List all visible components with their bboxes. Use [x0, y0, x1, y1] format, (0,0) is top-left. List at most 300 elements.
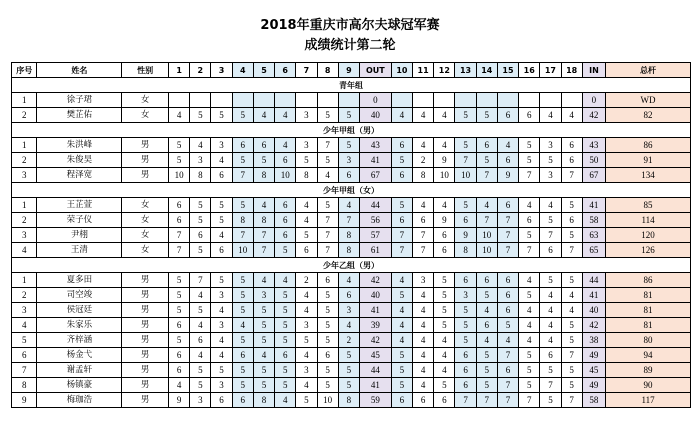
- table-cell: 8: [338, 243, 359, 258]
- table-cell: 4: [211, 303, 232, 318]
- table-cell: 9: [12, 393, 37, 408]
- table-cell: 5: [169, 333, 190, 348]
- table-cell: 6: [391, 213, 412, 228]
- table-cell: 42: [582, 318, 605, 333]
- table-row: [12, 108, 691, 123]
- section-row: [12, 258, 691, 273]
- table-cell: 42: [359, 273, 391, 288]
- table-cell: 4: [413, 288, 434, 303]
- table-cell: 5: [275, 363, 296, 378]
- table-cell: 5: [540, 153, 561, 168]
- table-cell: [413, 93, 434, 108]
- table-cell: 5: [519, 363, 540, 378]
- table-cell: 4: [413, 303, 434, 318]
- table-cell: 5: [391, 348, 412, 363]
- table-cell: 4: [338, 273, 359, 288]
- table-cell: 39: [359, 318, 391, 333]
- table-cell: 8: [296, 168, 317, 183]
- table-cell: 5: [338, 378, 359, 393]
- table-cell: 5: [232, 303, 253, 318]
- table-cell: 4: [190, 138, 211, 153]
- table-cell: 82: [606, 108, 691, 123]
- table-cell: 7: [540, 378, 561, 393]
- table-cell: 3: [190, 153, 211, 168]
- table-cell: 5: [317, 333, 338, 348]
- table-cell: 朱家乐: [37, 318, 122, 333]
- table-cell: 49: [582, 378, 605, 393]
- table-cell: 8: [455, 243, 476, 258]
- table-cell: 6: [275, 153, 296, 168]
- table-cell: 杨金弋: [37, 348, 122, 363]
- column-header: 15: [497, 63, 518, 78]
- table-cell: 4: [519, 318, 540, 333]
- table-cell: 5: [169, 153, 190, 168]
- table-cell: 女: [122, 93, 169, 108]
- table-cell: 程泽宽: [37, 168, 122, 183]
- table-cell: 5: [338, 363, 359, 378]
- table-cell: 6: [497, 288, 518, 303]
- table-cell: 6: [540, 348, 561, 363]
- table-row: [12, 93, 691, 108]
- table-cell: 男: [122, 378, 169, 393]
- table-cell: 5: [317, 108, 338, 123]
- table-cell: 4: [338, 198, 359, 213]
- column-header: OUT: [359, 63, 391, 78]
- table-cell: 6: [561, 138, 582, 153]
- table-cell: 63: [582, 228, 605, 243]
- table-cell: 6: [169, 318, 190, 333]
- table-cell: 6: [434, 228, 455, 243]
- table-cell: 4: [296, 288, 317, 303]
- table-row: [12, 213, 691, 228]
- table-cell: 5: [519, 138, 540, 153]
- table-cell: 6: [497, 363, 518, 378]
- table-cell: 8: [253, 393, 274, 408]
- table-cell: 5: [253, 378, 274, 393]
- table-cell: 7: [317, 138, 338, 153]
- table-cell: 谢孟轩: [37, 363, 122, 378]
- table-cell: 5: [253, 333, 274, 348]
- table-cell: 5: [275, 243, 296, 258]
- table-cell: 4: [275, 273, 296, 288]
- table-cell: 85: [606, 198, 691, 213]
- table-cell: 3: [190, 393, 211, 408]
- table-cell: 3: [296, 363, 317, 378]
- table-cell: 89: [606, 363, 691, 378]
- table-cell: [497, 93, 518, 108]
- table-cell: 40: [359, 108, 391, 123]
- table-cell: 朱俊昊: [37, 153, 122, 168]
- table-cell: 3: [540, 168, 561, 183]
- table-cell: 4: [561, 288, 582, 303]
- table-cell: 5: [540, 393, 561, 408]
- table-cell: 7: [169, 228, 190, 243]
- table-cell: 4: [296, 378, 317, 393]
- column-header: 10: [391, 63, 412, 78]
- table-cell: 5: [434, 273, 455, 288]
- table-cell: 7: [540, 228, 561, 243]
- table-cell: 4: [476, 198, 497, 213]
- table-cell: 1: [12, 198, 37, 213]
- table-cell: 5: [232, 333, 253, 348]
- table-cell: 94: [606, 348, 691, 363]
- table-cell: 6: [391, 393, 412, 408]
- table-cell: 4: [413, 363, 434, 378]
- table-cell: 5: [561, 318, 582, 333]
- table-cell: 5: [455, 303, 476, 318]
- table-cell: 7: [317, 228, 338, 243]
- table-cell: 8: [190, 168, 211, 183]
- table-cell: 7: [561, 393, 582, 408]
- table-cell: 5: [519, 378, 540, 393]
- column-header: 序号: [12, 63, 37, 78]
- table-cell: 4: [540, 198, 561, 213]
- table-cell: 2: [12, 213, 37, 228]
- table-cell: 7: [476, 168, 497, 183]
- table-cell: 5: [519, 228, 540, 243]
- table-cell: 男: [122, 333, 169, 348]
- table-cell: 44: [359, 363, 391, 378]
- table-cell: 4: [413, 108, 434, 123]
- table-cell: 5: [190, 108, 211, 123]
- table-cell: 6: [275, 198, 296, 213]
- table-cell: 朱洪峰: [37, 138, 122, 153]
- table-cell: 4: [434, 198, 455, 213]
- table-cell: 5: [519, 288, 540, 303]
- table-cell: 8: [232, 213, 253, 228]
- table-cell: 44: [582, 273, 605, 288]
- table-cell: 7: [413, 228, 434, 243]
- table-cell: 4: [519, 333, 540, 348]
- table-cell: 杨镇豪: [37, 378, 122, 393]
- table-cell: 4: [253, 198, 274, 213]
- table-cell: 9: [497, 168, 518, 183]
- table-cell: 4: [413, 348, 434, 363]
- column-header: 8: [317, 63, 338, 78]
- table-cell: 女: [122, 213, 169, 228]
- table-cell: 5: [455, 108, 476, 123]
- table-cell: 5: [232, 378, 253, 393]
- table-cell: 5: [169, 273, 190, 288]
- table-cell: 9: [434, 153, 455, 168]
- table-cell: 5: [253, 363, 274, 378]
- table-cell: 5: [190, 198, 211, 213]
- table-cell: 4: [190, 348, 211, 363]
- table-cell: [317, 93, 338, 108]
- table-cell: 5: [232, 108, 253, 123]
- table-cell: 3: [455, 288, 476, 303]
- table-cell: 6: [232, 393, 253, 408]
- table-cell: [476, 93, 497, 108]
- table-cell: [232, 93, 253, 108]
- table-cell: 男: [122, 303, 169, 318]
- table-cell: 7: [561, 168, 582, 183]
- table-cell: 4: [434, 363, 455, 378]
- table-cell: 7: [455, 153, 476, 168]
- table-row: [12, 243, 691, 258]
- table-cell: 8: [338, 228, 359, 243]
- table-cell: 7: [455, 393, 476, 408]
- table-cell: 男: [122, 393, 169, 408]
- table-cell: 4: [434, 348, 455, 363]
- table-cell: 3: [253, 288, 274, 303]
- table-row: [12, 168, 691, 183]
- table-cell: 男: [122, 138, 169, 153]
- table-row: [12, 378, 691, 393]
- section-title: 青年组: [12, 78, 691, 93]
- table-cell: 6: [317, 348, 338, 363]
- table-cell: 5: [211, 108, 232, 123]
- table-cell: 4: [391, 333, 412, 348]
- table-cell: 4: [169, 108, 190, 123]
- section-row: [12, 183, 691, 198]
- table-cell: 61: [359, 243, 391, 258]
- table-cell: 5: [455, 318, 476, 333]
- table-row: [12, 348, 691, 363]
- table-cell: 7: [561, 348, 582, 363]
- table-cell: 6: [211, 393, 232, 408]
- table-cell: 5: [232, 363, 253, 378]
- table-cell: 3: [211, 318, 232, 333]
- column-header: IN: [582, 63, 605, 78]
- table-cell: 6: [497, 273, 518, 288]
- table-cell: 3: [211, 288, 232, 303]
- table-cell: 4: [434, 333, 455, 348]
- table-cell: 3: [12, 228, 37, 243]
- table-cell: [190, 93, 211, 108]
- table-cell: 4: [391, 273, 412, 288]
- table-cell: 5: [296, 153, 317, 168]
- table-cell: 5: [434, 378, 455, 393]
- table-row: [12, 303, 691, 318]
- table-cell: 6: [169, 348, 190, 363]
- table-cell: 65: [582, 243, 605, 258]
- table-cell: 5: [497, 318, 518, 333]
- table-cell: [169, 93, 190, 108]
- table-cell: 4: [296, 348, 317, 363]
- table-cell: 114: [606, 213, 691, 228]
- table-cell: 81: [606, 303, 691, 318]
- table-cell: 5: [232, 288, 253, 303]
- table-cell: 7: [253, 243, 274, 258]
- table-cell: [253, 93, 274, 108]
- table-cell: 3: [12, 168, 37, 183]
- table-cell: 7: [232, 168, 253, 183]
- table-cell: 7: [232, 228, 253, 243]
- table-cell: 6: [211, 168, 232, 183]
- table-cell: 齐梓涵: [37, 333, 122, 348]
- table-cell: 3: [12, 303, 37, 318]
- table-cell: 夏多田: [37, 273, 122, 288]
- table-cell: 86: [606, 273, 691, 288]
- column-header: 6: [275, 63, 296, 78]
- score-table: [11, 62, 691, 408]
- table-cell: 5: [476, 378, 497, 393]
- table-cell: 女: [122, 228, 169, 243]
- table-cell: 女: [122, 198, 169, 213]
- table-cell: 4: [561, 303, 582, 318]
- column-header: 姓名: [37, 63, 122, 78]
- table-cell: [391, 93, 412, 108]
- table-cell: 56: [359, 213, 391, 228]
- table-cell: 6: [211, 243, 232, 258]
- table-cell: 5: [317, 198, 338, 213]
- table-cell: [338, 93, 359, 108]
- table-cell: 3: [296, 318, 317, 333]
- column-header: 7: [296, 63, 317, 78]
- table-cell: 5: [391, 153, 412, 168]
- table-cell: 5: [317, 318, 338, 333]
- table-cell: 4: [253, 108, 274, 123]
- table-row: [12, 393, 691, 408]
- table-cell: 5: [476, 363, 497, 378]
- table-cell: 5: [391, 378, 412, 393]
- table-cell: 樊芷佑: [37, 108, 122, 123]
- table-cell: 120: [606, 228, 691, 243]
- table-cell: 3: [296, 108, 317, 123]
- table-cell: 6: [455, 378, 476, 393]
- page-subtitle: 成绩统计第二轮: [304, 38, 396, 53]
- table-cell: 5: [169, 288, 190, 303]
- table-cell: 10: [455, 168, 476, 183]
- table-cell: 6: [275, 228, 296, 243]
- table-cell: 5: [275, 303, 296, 318]
- table-cell: 6: [391, 168, 412, 183]
- table-cell: [211, 93, 232, 108]
- table-cell: 5: [190, 243, 211, 258]
- column-header: 18: [561, 63, 582, 78]
- table-cell: 5: [455, 198, 476, 213]
- table-cell: 6: [253, 138, 274, 153]
- table-cell: 6: [338, 288, 359, 303]
- table-cell: 7: [519, 243, 540, 258]
- table-cell: [561, 93, 582, 108]
- table-cell: 6: [232, 348, 253, 363]
- column-header: 13: [455, 63, 476, 78]
- table-cell: 4: [413, 318, 434, 333]
- table-cell: 4: [296, 213, 317, 228]
- table-cell: 徐子珺: [37, 93, 122, 108]
- table-cell: 6: [497, 303, 518, 318]
- table-cell: 6: [169, 198, 190, 213]
- table-cell: 4: [296, 198, 317, 213]
- table-cell: 38: [582, 333, 605, 348]
- table-row: [12, 363, 691, 378]
- table-cell: 81: [606, 318, 691, 333]
- table-cell: 4: [275, 138, 296, 153]
- table-cell: 5: [519, 348, 540, 363]
- table-cell: 5: [190, 363, 211, 378]
- table-cell: 王芷萱: [37, 198, 122, 213]
- table-cell: 4: [434, 138, 455, 153]
- table-cell: 4: [497, 333, 518, 348]
- table-cell: 7: [497, 213, 518, 228]
- table-cell: 45: [582, 363, 605, 378]
- table-cell: 4: [211, 153, 232, 168]
- table-cell: 91: [606, 153, 691, 168]
- table-cell: 4: [540, 108, 561, 123]
- table-cell: 6: [275, 348, 296, 363]
- table-cell: 5: [476, 153, 497, 168]
- table-cell: 7: [561, 243, 582, 258]
- table-cell: 6: [434, 393, 455, 408]
- table-cell: 6: [275, 213, 296, 228]
- table-cell: 4: [519, 273, 540, 288]
- table-cell: 侯冠廷: [37, 303, 122, 318]
- table-cell: 4: [211, 228, 232, 243]
- table-cell: 5: [190, 303, 211, 318]
- table-cell: 6: [12, 348, 37, 363]
- table-cell: 7: [253, 228, 274, 243]
- table-cell: 43: [582, 138, 605, 153]
- table-cell: 7: [317, 213, 338, 228]
- table-cell: 5: [275, 288, 296, 303]
- table-cell: 5: [561, 363, 582, 378]
- table-cell: 3: [211, 138, 232, 153]
- table-cell: 6: [169, 213, 190, 228]
- table-cell: [296, 93, 317, 108]
- table-cell: [434, 93, 455, 108]
- table-cell: 6: [232, 138, 253, 153]
- table-cell: 5: [296, 333, 317, 348]
- table-cell: 10: [232, 243, 253, 258]
- table-cell: 5: [275, 333, 296, 348]
- table-cell: 5: [317, 363, 338, 378]
- table-cell: 2: [12, 108, 37, 123]
- table-cell: 7: [497, 243, 518, 258]
- table-cell: 5: [561, 228, 582, 243]
- table-cell: 4: [540, 318, 561, 333]
- table-cell: 10: [275, 168, 296, 183]
- table-cell: 男: [122, 318, 169, 333]
- table-row: [12, 138, 691, 153]
- table-cell: 4: [391, 108, 412, 123]
- table-cell: 4: [169, 378, 190, 393]
- table-cell: 10: [476, 243, 497, 258]
- table-cell: 86: [606, 138, 691, 153]
- table-cell: 7: [497, 393, 518, 408]
- table-cell: 81: [606, 288, 691, 303]
- table-cell: 8: [253, 213, 274, 228]
- table-cell: [455, 93, 476, 108]
- table-cell: 43: [359, 138, 391, 153]
- table-cell: 3: [338, 153, 359, 168]
- table-cell: 男: [122, 273, 169, 288]
- table-cell: 41: [359, 303, 391, 318]
- table-cell: 5: [561, 378, 582, 393]
- table-cell: 4: [190, 288, 211, 303]
- table-cell: 5: [519, 153, 540, 168]
- table-cell: 男: [122, 363, 169, 378]
- table-cell: 10: [317, 393, 338, 408]
- table-cell: 50: [582, 153, 605, 168]
- table-cell: 4: [497, 138, 518, 153]
- table-cell: 10: [169, 168, 190, 183]
- table-row: [12, 198, 691, 213]
- table-cell: 6: [476, 318, 497, 333]
- table-cell: 5: [275, 378, 296, 393]
- table-cell: 0: [359, 93, 391, 108]
- table-cell: 女: [122, 243, 169, 258]
- table-cell: 7: [190, 273, 211, 288]
- table-cell: 7: [497, 378, 518, 393]
- table-cell: 9: [169, 393, 190, 408]
- table-cell: 5: [476, 288, 497, 303]
- table-cell: 5: [455, 333, 476, 348]
- table-cell: 40: [359, 288, 391, 303]
- column-header: 2: [190, 63, 211, 78]
- table-cell: 5: [317, 153, 338, 168]
